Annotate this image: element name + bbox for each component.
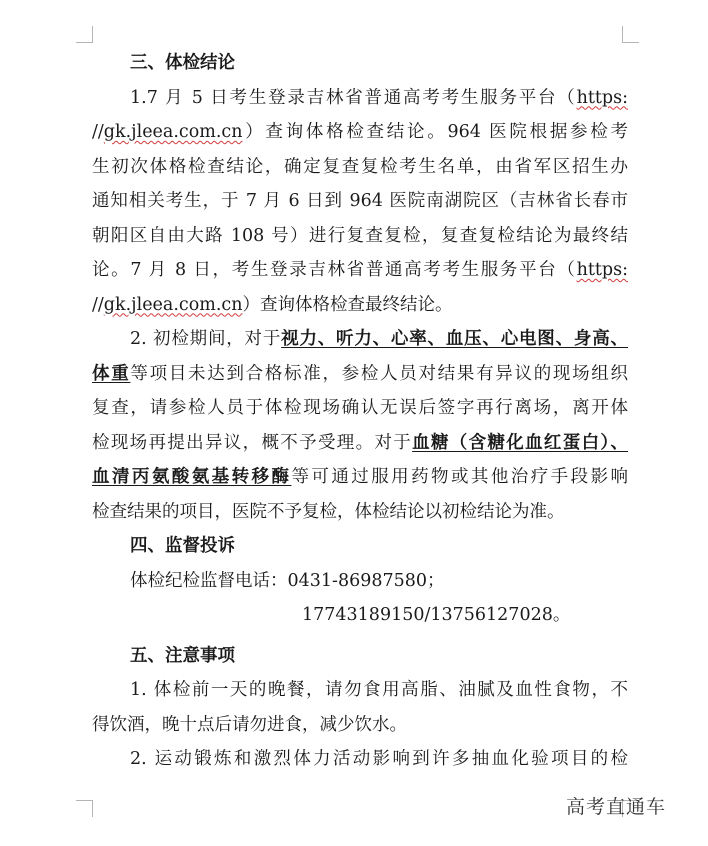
- paragraph-line: //gk.jleea.com.cn）查询体格检查最终结论。: [92, 294, 453, 315]
- url-text: gk.jleea.com.cn: [103, 122, 243, 142]
- page-corner-mark: [76, 800, 93, 817]
- emphasis-text: 血清丙氨酸氨基转移酶: [92, 467, 292, 487]
- paragraph-line: 2. 初检期间，对于视力、听力、心率、血压、心电图、身高、: [130, 329, 628, 349]
- paragraph-line: 体检纪检监督电话：0431-86987580；: [130, 570, 445, 591]
- url-text: gk.jleea.com.cn: [103, 294, 243, 315]
- paragraph-line: 体重等项目未达到合格标准，参检人员对结果有异议的现场组织: [92, 363, 629, 384]
- paragraph-line: 血清丙氨酸氨基转移酶等可通过服用药物或其他治疗手段影响: [92, 467, 629, 487]
- paragraph-line: 2. 运动锻炼和激烈体力活动影响到许多抽血化验项目的检: [130, 749, 628, 769]
- section-heading: 五、注意事项: [130, 645, 235, 666]
- emphasis-text: 血糖（含糖化血红蛋白）、: [412, 432, 629, 453]
- paragraph-line: 1. 体检前一天的晚餐，请勿食用高脂、油腻及血性食物，不: [130, 680, 628, 700]
- paragraph-line: 通知相关考生，于 7 月 6 日到 964 医院南湖院区（吉林省长春市: [92, 191, 628, 211]
- page-corner-mark: [76, 26, 93, 43]
- paragraph-line: 检查结果的项目，医院不予复检，体检结论以初检结论为准。: [92, 501, 565, 522]
- paragraph-line: 检现场再提出异议，概不予受理。对于血糖（含糖化血红蛋白）、: [92, 432, 629, 453]
- emphasis-text: 体重: [92, 363, 131, 384]
- paragraph-line: 得饮酒，晚十点后请勿进食，减少饮水。: [92, 714, 407, 735]
- paragraph-line: 1.7 月 5 日考生登录吉林省普通高考考生服务平台（https:: [130, 87, 628, 108]
- emphasis-text: 视力、听力、心率、血压、心电图、身高、: [281, 329, 628, 349]
- paragraph-line: 生初次体格检查结论，确定复查复检考生名单，由省军区招生办: [92, 156, 628, 177]
- url-text: https:: [576, 87, 628, 108]
- paragraph-line: 复查，请参检人员于体检现场确认无误后签字再行离场，离开体: [92, 398, 628, 418]
- paragraph-line: 朝阳区自由大路 108 号）进行复查复检，复查复检结论为最终结: [92, 225, 628, 246]
- paragraph-line: //gk.jleea.com.cn）查询体格检查结论。964 医院根据参检考: [92, 122, 628, 142]
- section-heading: 三、体检结论: [130, 53, 235, 73]
- watermark-text: 高考直通车: [566, 796, 667, 818]
- url-text: https:: [576, 260, 628, 280]
- paragraph-line: 论。7 月 8 日，考生登录吉林省普通高考考生服务平台（https:: [92, 260, 628, 280]
- section-heading: 四、监督投诉: [130, 536, 235, 556]
- page-corner-mark: [622, 26, 639, 43]
- document-body: [92, 46, 628, 777]
- paragraph-line: 17743189150/13756127028。: [302, 605, 571, 625]
